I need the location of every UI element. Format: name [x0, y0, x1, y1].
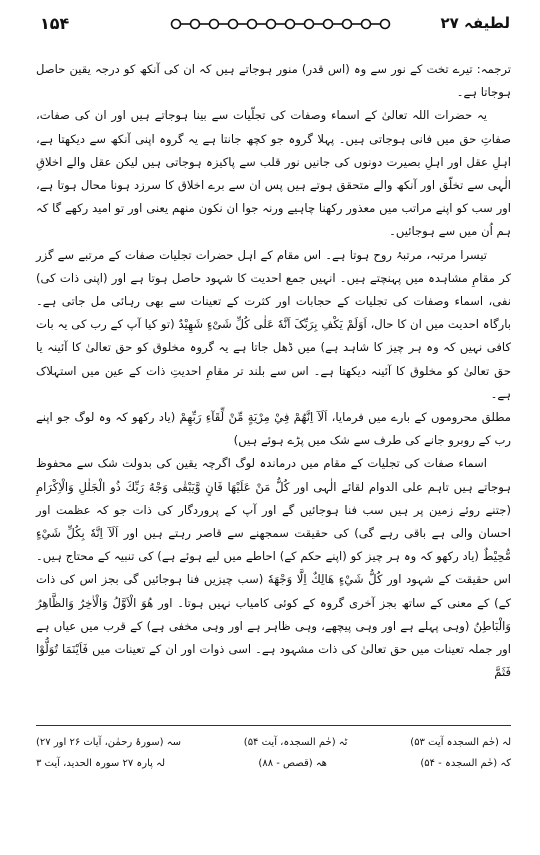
footnote: کہ (حٰم السجدہ - ۵۴) [420, 758, 511, 769]
footnotes [36, 737, 511, 779]
paragraph: تیسرا مرتبہ، مرتبۂ روح ہوتا ہے۔ اس مقام کے اہل حضرات تجلیات صفات کے مرتبے سے گزر کر مقامِ مشاہدہ میں پہنچتے ہیں۔ انہیں جمع احدیت کا شہود حاصل ہوتا ہے اور (اپنی ذات کی) نفی، اسماء وصفات کی تجلیات کے حجابات اور کثرت کے تعینات سے بھی رہائی مل جاتی ہے۔ بارگاہ احدیت میں ان کا حال، اَوَلَمْ یَکْفِ بِرَبِّکَ اَنَّهٗ عَلٰی کُلِّ شَیْءٍ شَهِیْدٌ (تو کیا آپ کے رب کی یہ بات کافی نہیں کہ وہ ہر چیز کا شاہد ہے) میں ڈھل جاتا ہے یہ گروہ مخلوق کو حق تعالیٰ کا آئینہ یا حق تعالیٰ کو مخلوق کا آئینہ دیکھتا ہے۔ اس سے بلند تر مقامِ احدیتِ ذات کے عین میں استہلاک ہے۔ [36, 247, 511, 401]
header-ornament [168, 16, 398, 32]
page-number: ۱۵۴ [40, 14, 70, 33]
footnote: ھہ (قصص - ۸۸) [258, 758, 327, 769]
paragraph: ترجمہ: تیرے تخت کے نور سے وہ (اس قدر) منور ہوجاتے ہیں کہ ان کی آنکھ کو درجہ یقین حاصل ہوجاتا ہے۔ [36, 62, 511, 100]
paragraph: اسماء صفات کی تجلیات کے مقام میں درماندہ لوگ اگرچہ یقین کی بدولت شک سے محفوظ ہوجاتے ہیں تاہم علی الدوام لقائے الٰہی اور کُلُّ مَنْ عَلَيْهَا فَانٍ وَّيَبْقٰى وَجْهُ رَبِّكَ ذُو الْجَلٰلِ وَالْاِكْرَامِ (جتنے روئے زمین پر ہیں سب فنا ہوجائیں گے اور آپ کے پروردگار کی ذات جو کہ عظمت اور احسان والی ہے باقی رہے گی) کی حقیقت سمجھنے سے قاصر رہتے ہیں اور اَلَآ اِنَّهٗ بِكُلِّ شَيْءٍ مُّحِيْطٌ (یاد رکھو کہ وہ ہر چیز کو (اپنے حکم کے) احاطے میں لیے ہوئے ہے) کی تنبیہ کے محتاج ہیں۔ اس حقیقت کے شہود اور کُلُّ شَيْءٍ هَالِكٌ اِلَّا وَجْهَهٗ (سب چیزیں فنا ہوجائیں گی بجز اس کی ذات کے) کے معنی کے ساتھ بجز آخری گروہ کے کوئی کامیاب نہیں ہوتا۔ اور هُوَ الْاَوَّلُ وَالْاٰخِرُ وَالظَّاهِرُ وَالْبَاطِنُ (وہی پہلے ہے اور وہی پیچھے، وہی ظاہر ہے اور وہی مخفی ہے) کے قرب میں عیاں ہے اور جملہ تعینات میں حق تعالیٰ کی ذات مشہود ہے۔ اسی ذوات اور ان کے تعینات میں فَاَيْنَمَا تُوَلُّوْا فَثَمَّ [36, 456, 511, 680]
chapter-title: لطیفہ ۲۷ [440, 14, 510, 32]
page-header [0, 6, 540, 34]
paragraph: یہ حضرات اللہ تعالیٰ کے اسماء وصفات کی تجلّیات سے بینا ہوجاتے ہیں اور ان کی صفات، صفاتِ حق میں فانی ہوجاتی ہیں۔ پہلا گروہ جو کچھ جانتا ہے یہ گروہ اپنی آنکھ سے دیکھتا ہے، اہلِ عقل اور اہلِ بصیرت دونوں کی جانیں نور قلب سے پاکیزہ ہوجاتی ہیں لیکن عقل والے اخلاقِ الٰہی سے تخلّق اور آنکھ والے متحقق ہوتے ہیں پس ان سے برے اخلاق کا سرزد ہونا محال ہوتا ہے، اور سب کو اپنے مراتب میں معذور رکھنا چاہیے ورنہ جوا ان نکون منهم یعنی اور تو امید رکھے گا کہ ہم اُن میں سے ہوجائیں۔ [36, 108, 511, 239]
footnote: ٹہ (حٰم السجدہ، آیت ۵۴) [243, 737, 348, 748]
footnote-row [36, 737, 511, 748]
paragraph: مطلق محروموں کے بارے میں فرمایا، اَلَآ اِنَّهُمْ فِيْ مِرْيَةٍ مِّنْ لِّقَآءِ رَبِّهِمْ (یاد رکھو کہ وہ لوگ جو اپنے رب کے روبرو جانے کی طرف سے شک میں پڑے ہوئے ہیں) [36, 410, 511, 448]
footnote-divider [36, 725, 511, 726]
footnote: لہ پارہ ۲۷ سورہ الحدید، آیت ۳ [36, 758, 166, 769]
footnote-row [36, 758, 511, 769]
main-text [36, 58, 511, 684]
footnote: لہ (حٰم السجدہ آیت ۵۳) [410, 737, 511, 748]
footnote: سہ (سورۂ رحمٰن، آیات ۲۶ اور ۲۷) [36, 737, 181, 748]
